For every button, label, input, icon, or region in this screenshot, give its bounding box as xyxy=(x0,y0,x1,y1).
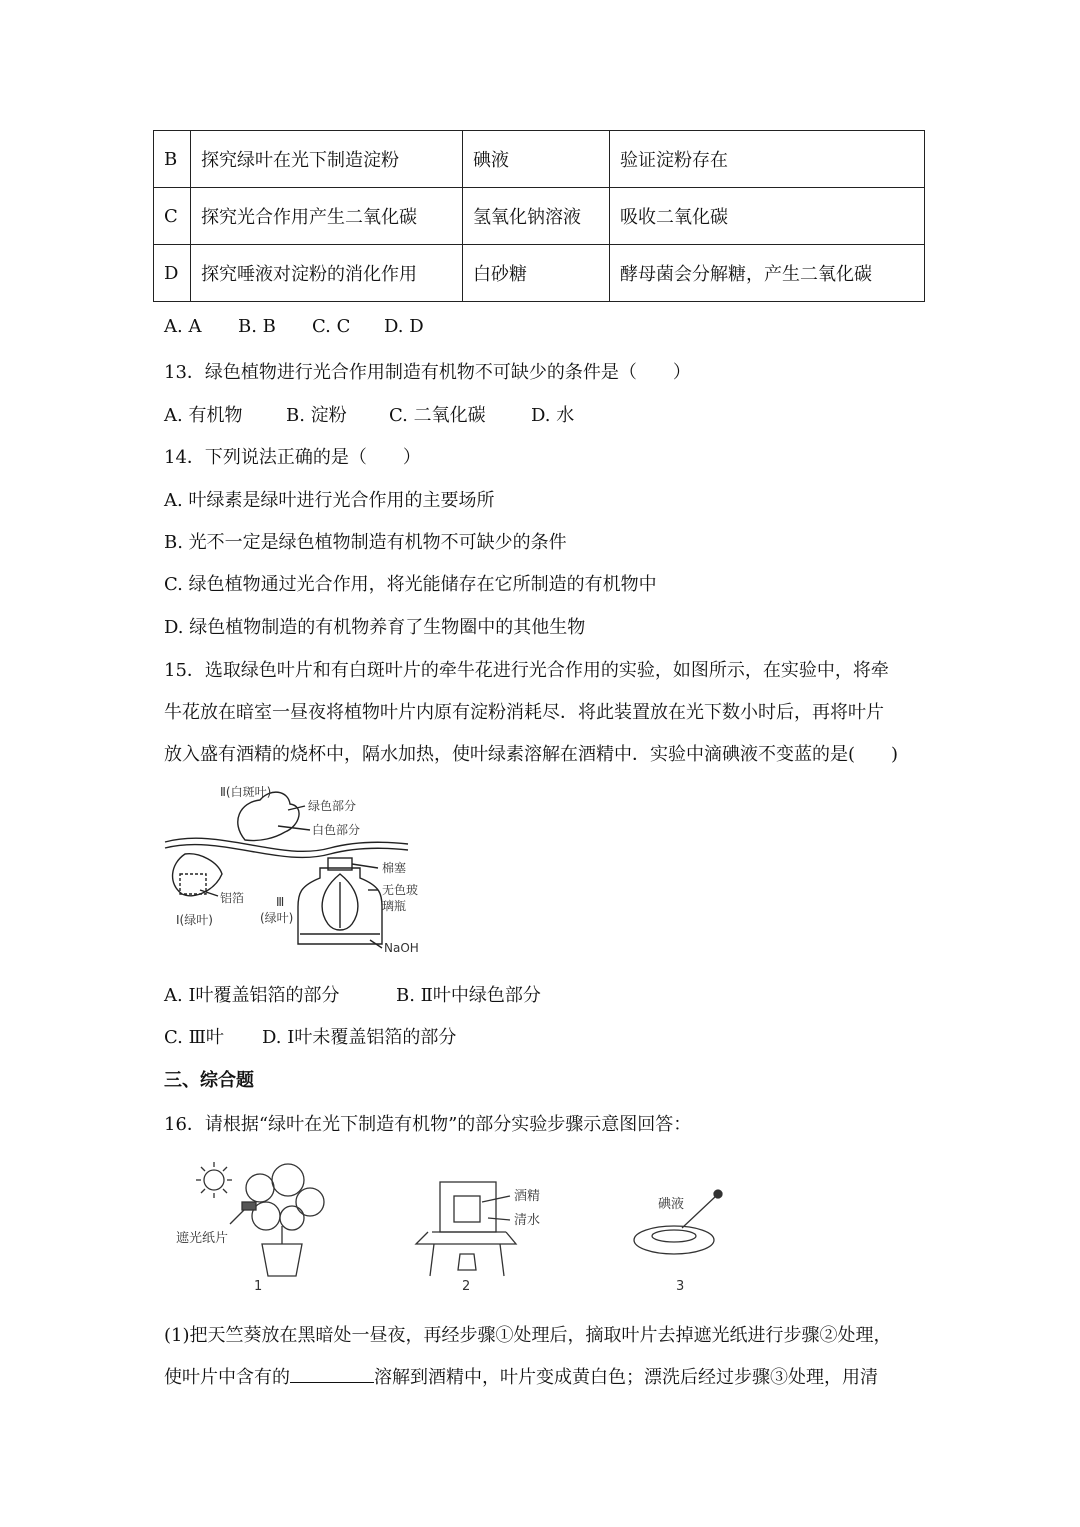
q12-options xyxy=(164,316,424,337)
row-letter: C xyxy=(154,188,191,245)
label-water: 清水 xyxy=(514,1213,541,1228)
label-leaf-iii-green: (绿叶) xyxy=(260,911,294,925)
q14-option-b: B. 光不一定是绿色植物制造有机物不可缺少的条件 xyxy=(164,532,567,553)
q16-part1-text-b: 溶解到酒精中，叶片变成黄白色；漂洗后经过步骤③处理，用清 xyxy=(374,1367,878,1388)
q15-stem-line: 牛花放在暗室一昼夜将植物叶片内原有淀粉消耗尽．将此装置放在光下数小时后，再将叶片 xyxy=(164,702,884,723)
row-experiment: 探究光合作用产生二氧化碳 xyxy=(191,188,463,245)
option: A. Ⅰ叶覆盖铝箔的部分 xyxy=(164,985,340,1006)
sun-icon xyxy=(204,1170,224,1190)
option: B. B xyxy=(238,316,276,337)
row-purpose: 验证淀粉存在 xyxy=(610,131,925,188)
q16-part1-text-a: 使叶片中含有的 xyxy=(164,1367,290,1388)
q16-part1-line1: (1)把天竺葵放在黑暗处一昼夜，再经步骤①处理后，摘取叶片去掉遮光纸进行步骤②处理， xyxy=(164,1325,892,1346)
label-leaf-iii: Ⅲ xyxy=(276,895,285,909)
q16-part1-line2 xyxy=(164,1363,878,1389)
label-step-2: 2 xyxy=(462,1279,471,1294)
table-row xyxy=(154,131,925,188)
row-experiment: 探究绿叶在光下制造淀粉 xyxy=(191,131,463,188)
experiment-steps-figure xyxy=(170,1158,740,1298)
morning-glory-figure xyxy=(160,782,460,962)
flowerpot-drawing xyxy=(262,1244,302,1276)
leaf-ii-drawing xyxy=(238,792,299,840)
q14-stem: 14．下列说法正确的是（ ） xyxy=(164,447,421,468)
tripod-drawing xyxy=(416,1232,516,1244)
row-reagent: 氢氧化钠溶液 xyxy=(463,188,610,245)
row-purpose: 酵母菌会分解糖，产生二氧化碳 xyxy=(610,245,925,302)
q13-options xyxy=(164,401,574,427)
label-green-part: 绿色部分 xyxy=(308,799,357,813)
option: D. D xyxy=(384,316,424,337)
q15-options-row2 xyxy=(164,1023,456,1049)
option: A. A xyxy=(164,316,202,337)
label-white-part: 白色部分 xyxy=(312,823,361,837)
option: A. 有机物 xyxy=(164,405,243,426)
q16-stem: 16．请根据“绿叶在光下制造有机物”的部分实验步骤示意图回答： xyxy=(164,1114,692,1135)
q15-stem-line: 15．选取绿色叶片和有白斑叶片的牵牛花进行光合作用的实验，如图所示，在实验中，将牵 xyxy=(164,660,889,681)
q15-stem-line: 放入盛有酒精的烧杯中，隔水加热，使叶绿素溶解在酒精中．实验中滴碘液不变蓝的是( ) xyxy=(164,744,899,765)
label-step-3: 3 xyxy=(676,1279,685,1294)
row-letter: B xyxy=(154,131,191,188)
option: C. Ⅲ叶 xyxy=(164,1027,224,1048)
plant-drawing xyxy=(246,1174,274,1202)
label-foil: 铝箔 xyxy=(220,891,245,905)
table-row xyxy=(154,188,925,245)
row-reagent: 白砂糖 xyxy=(463,245,610,302)
row-letter: D xyxy=(154,245,191,302)
option: B. 淀粉 xyxy=(286,405,347,426)
shading-paper-drawing xyxy=(242,1202,256,1210)
q14-option-d: D. 绿色植物制造的有机物养育了生物圈中的其他生物 xyxy=(164,617,586,638)
label-step-1: 1 xyxy=(254,1279,263,1294)
q15-options-row1 xyxy=(164,981,541,1007)
row-reagent: 碘液 xyxy=(463,131,610,188)
option: C. C xyxy=(312,316,351,337)
label-glass-1: 无色玻 xyxy=(382,883,419,897)
label-leaf-i: Ⅰ(绿叶) xyxy=(176,913,213,927)
section-title: 三、综合题 xyxy=(164,1070,254,1091)
dropper-drawing xyxy=(682,1196,716,1228)
label-naoh: NaOH xyxy=(384,941,419,955)
label-alcohol: 酒精 xyxy=(514,1189,541,1204)
q14-option-c: C. 绿色植物通过光合作用，将光能储存在它所制造的有机物中 xyxy=(164,574,657,595)
option: D. Ⅰ叶未覆盖铝箔的部分 xyxy=(262,1027,457,1048)
row-experiment: 探究唾液对淀粉的消化作用 xyxy=(191,245,463,302)
label-leaf-ii: Ⅱ(白斑叶) xyxy=(220,785,272,799)
label-shading-paper: 遮光纸片 xyxy=(176,1231,229,1246)
alcohol-lamp-drawing xyxy=(458,1254,476,1270)
label-cotton: 棉塞 xyxy=(382,861,407,875)
label-glass-2: 璃瓶 xyxy=(382,899,407,913)
q13-stem: 13．绿色植物进行光合作用制造有机物不可缺少的条件是（ ） xyxy=(164,362,691,383)
beaker-drawing xyxy=(440,1182,496,1232)
label-iodine: 碘液 xyxy=(658,1197,685,1212)
table-row xyxy=(154,245,925,302)
q14-option-a: A. 叶绿素是绿叶进行光合作用的主要场所 xyxy=(164,490,495,511)
option: D. 水 xyxy=(531,405,575,426)
option: B. Ⅱ叶中绿色部分 xyxy=(396,985,541,1006)
option: C. 二氧化碳 xyxy=(389,405,486,426)
row-purpose: 吸收二氧化碳 xyxy=(610,188,925,245)
option-table xyxy=(153,130,925,302)
answer-blank[interactable] xyxy=(290,1364,374,1383)
